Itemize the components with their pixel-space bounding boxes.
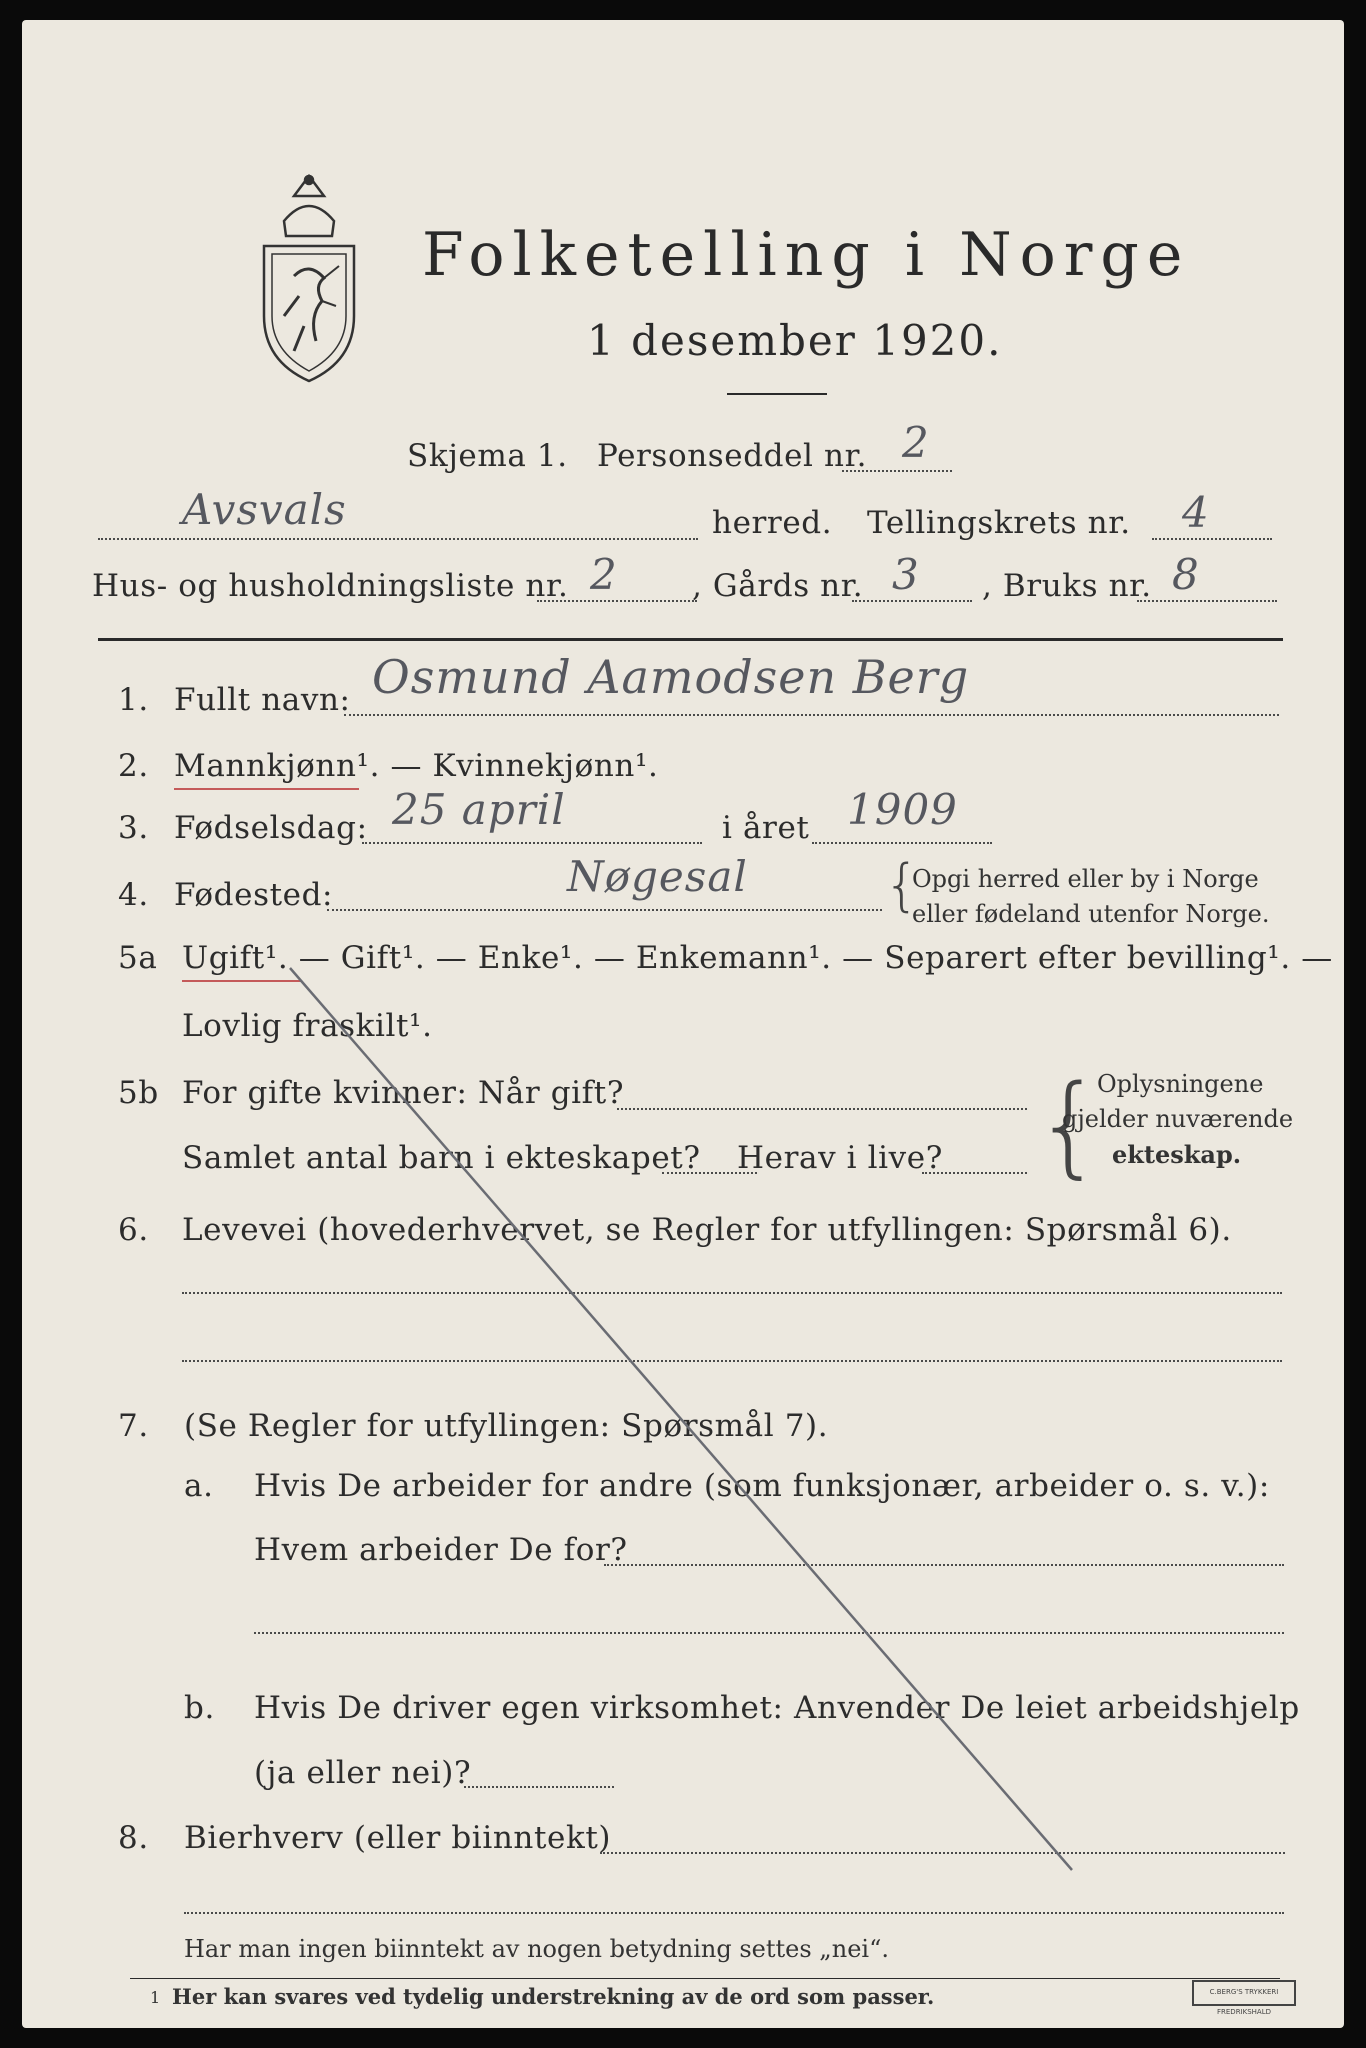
diagonal-strike-line [22,20,1344,2028]
q5b-note-line2: gjelder nuværende [1062,1105,1294,1133]
q7a-text2: Hvem arbeider De for? [254,1532,628,1568]
q5a-text: Ugift¹. — Gift¹. — Enke¹. — Enkemann¹. — Separert efter bevilling¹. — [182,940,1333,976]
herred-value: Avsvals [182,485,347,534]
q6-text: Levevei (hovederhvervet, se Regler for utfyllingen: Spørsmål 6). [182,1212,1232,1248]
q2-text: Mannkjønn¹. — Kvinnekjønn¹. [174,748,659,784]
personseddel-label: Personseddel nr. [597,438,868,474]
q8-note: Har man ingen biinntekt av nogen betydning settes „nei“. [184,1935,889,1963]
q1-number: 1. [118,682,149,718]
gards-value: 3 [892,550,920,599]
q5a-text2: Lovlig fraskilt¹. [182,1008,433,1044]
q3-label: Fødselsdag: [174,810,368,846]
hus-value: 2 [590,550,618,599]
q6-number: 6. [118,1212,149,1248]
form-date: 1 desember 1920. [587,316,1003,365]
q2-number: 2. [118,748,149,784]
q4-number: 4. [118,877,149,913]
q3-year-label: i året [722,810,810,846]
q5b-number: 5b [118,1075,159,1111]
personseddel-value: 2 [902,418,930,467]
tellingskrets-value: 4 [1182,488,1210,537]
skjema-label: Skjema 1. [407,438,568,474]
q7b-text2: (ja eller nei)? [254,1755,472,1791]
q4-label: Fødested: [174,877,334,913]
q4-note-brace: { [884,853,920,918]
herred-label: herred. [712,505,833,541]
footnote-mark: 1 [150,1988,161,2007]
gards-label: , Gårds nr. [692,568,864,604]
q7b-letter: b. [184,1690,215,1726]
bruks-label: , Bruks nr. [982,568,1152,604]
form-title: Folketelling i Norge [422,220,1191,290]
q5b-note-brace: { [1034,1061,1104,1189]
q5b-line2b: Herav i live? [737,1140,943,1176]
hus-label: Hus- og husholdningsliste nr. [92,568,569,604]
q4-note-line2: eller fødeland utenfor Norge. [912,900,1270,928]
q1-label: Fullt navn: [174,682,351,718]
q7a-letter: a. [184,1468,214,1504]
q5b-note-line1: Oplysningene [1097,1070,1264,1098]
q3-year-value: 1909 [847,785,958,834]
q1-value: Osmund Aamodsen Berg [372,650,970,704]
q5b-note-line3: ekteskap. [1112,1140,1242,1169]
q5a-number: 5a [118,940,158,976]
printer-stamp: C.BERG'S TRYKKERI FREDRIKSHALD [1192,1980,1296,2006]
q7a-text: Hvis De arbeider for andre (som funksjonær, arbeider o. s. v.): [254,1468,1270,1504]
census-form-sheet [22,20,1344,2028]
q7-text: (Se Regler for utfyllingen: Spørsmål 7). [184,1408,829,1444]
q3-value: 25 april [392,785,566,834]
footnote-text: Her kan svares ved tydelig understrekning av de ord som passer. [172,1984,935,2009]
q4-note-line1: Opgi herred eller by i Norge [912,865,1259,893]
q3-number: 3. [118,810,149,846]
tellingskrets-label: Tellingskrets nr. [867,505,1131,541]
q5b-line2a: Samlet antal barn i ekteskapet? [182,1140,701,1176]
q7b-text: Hvis De driver egen virksomhet: Anvender De leiet arbeidshjelp [254,1690,1300,1726]
q8-text: Bierhverv (eller biinntekt) [184,1820,612,1856]
q8-number: 8. [118,1820,149,1856]
q4-value: Nøgesal [567,852,748,901]
bruks-value: 8 [1172,550,1200,599]
q5b-line1: For gifte kvinner: Når gift? [182,1075,625,1111]
q7-number: 7. [118,1408,149,1444]
